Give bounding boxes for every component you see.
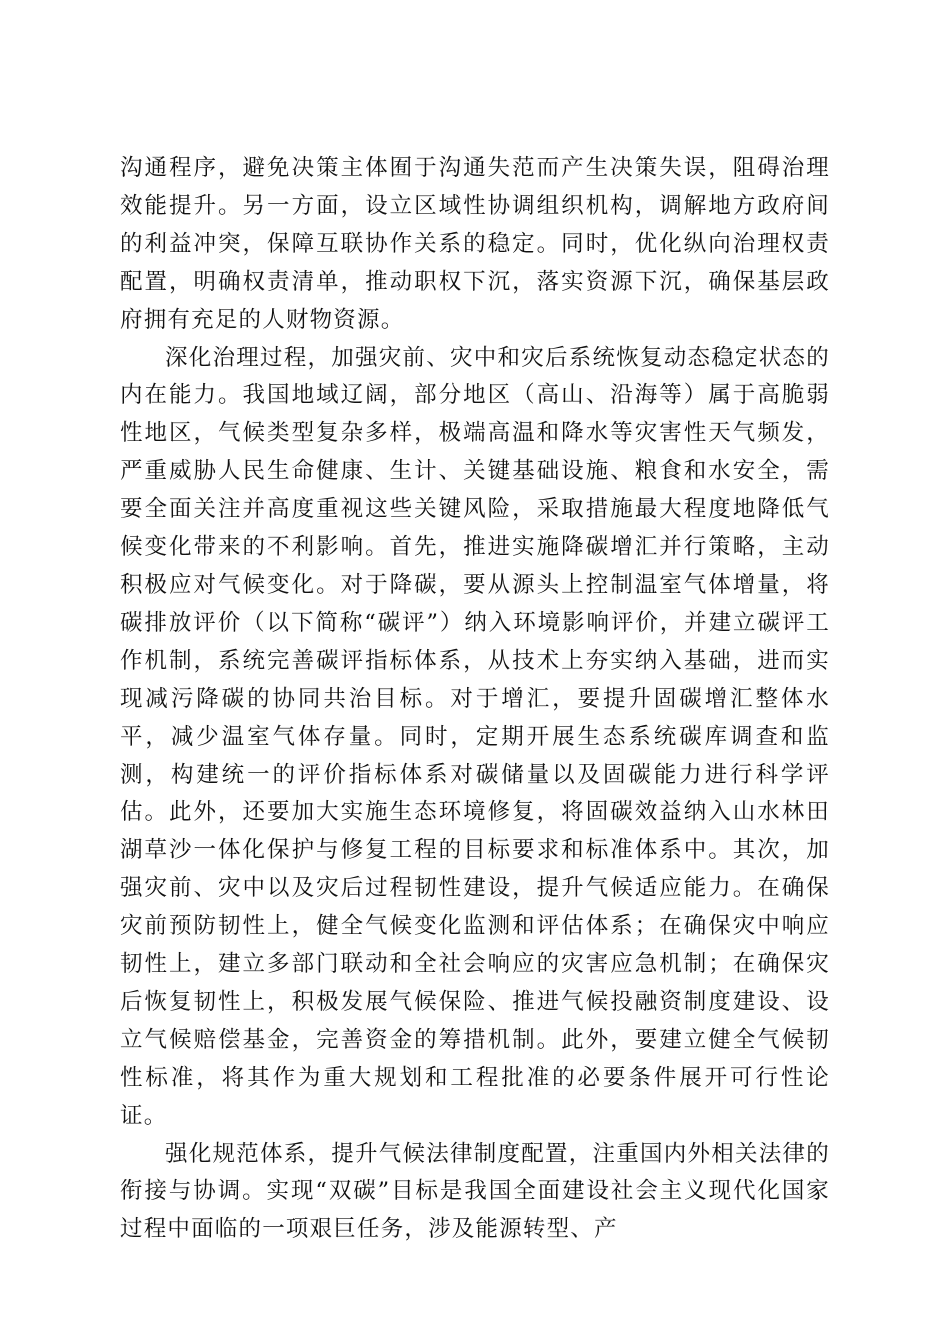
paragraph-continuation: 沟通程序，避免决策主体囿于沟通失范而产生决策失误，阻碍治理效能提升。另一方面，设立区域性协调组织机构，调解地方政府间的利益冲突，保障互联协作关系的稳定。同时，优化纵向治理权责配置，明确权责清单，推动职权下沉，落实资源下沉，确保基层政府拥有充足的人财物资源。 (120, 155, 830, 333)
body-text (120, 150, 830, 1249)
paragraph-legal-system: 强化规范体系，提升气候法律制度配置，注重国内外相关法律的衔接与协调。实现“双碳”目标是我国全面建设社会主义现代化国家过程中面临的一项艰巨任务，涉及能源转型、产 (120, 1140, 830, 1243)
paragraph-governance-process: 深化治理过程，加强灾前、灾中和灾后系统恢复动态稳定状态的内在能力。我国地域辽阔，部分地区（高山、沿海等）属于高脆弱性地区，气候类型复杂多样，极端高温和降水等灾害性天气频发，严重威胁人民生命健康、生计、关键基础设施、粮食和水安全，需要全面关注并高度重视这些关键风险，采取措施最大程度地降低气候变化带来的不利影响。首先，推进实施降碳增汇并行策略，主动积极应对气候变化。对于降碳，要从源头上控制温室气体增量，将碳排放评价（以下简称“碳评”）纳入环境影响评价，并建立碳评工作机制，系统完善碳评指标体系，从技术上夯实纳入基础，进而实现减污降碳的协同共治目标。对于增汇，要提升固碳增汇整体水平，减少温室气体存量。同时，定期开展生态系统碳库调查和监测，构建统一的评价指标体系对碳储量以及固碳能力进行科学评估。此外，还要加大实施生态环境修复，将固碳效益纳入山水林田湖草沙一体化保护与修复工程的目标要求和标准体系中。其次，加强灾前、灾中以及灾后过程韧性建设，提升气候适应能力。在确保灾前预防韧性上，健全气候变化监测和评估体系；在确保灾中响应韧性上，建立多部门联动和全社会响应的灾害应急机制；在确保灾后恢复韧性上，积极发展气候保险、推进气候投融资制度建设、设立气候赔偿基金，完善资金的筹措机制。此外，要建立健全气候韧性标准，将其作为重大规划和工程批准的必要条件展开可行性论证。 (120, 344, 830, 1129)
